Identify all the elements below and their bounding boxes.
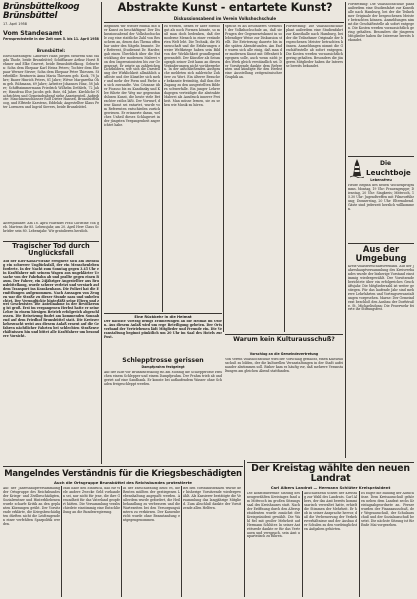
umgebung-title: Aus der Umgebung: [355, 244, 407, 263]
center-column-2: zu werden, denen er aber ebenso gut als noch Formen könnte, so muß man doch bedenken, daß der moderne Mensch in einer veränderten Welt lebt. Die Technik, die Wissenschaft und die Erfahrungen zweier Weltkriege haben sein Bild von der Wirklichkeit grundlegend gewandelt. Der Künstler als Seismograph seiner Zeit kann an diesen Veränderungen nicht vorübergehen. In der anschließenden Aussprache meldeten sich zahlreiche Zuhörer zu Wort. Ein älterer Besucher bekannte freimütig, daß ihm der Zugang zu den ausgestellten Bildern schwerfalle. Ein junger Lehrer dagegen verteidigte die abstrakte Malerei als Ausdruck innerer Freiheit. Man müsse lernen, sie zu sehen wie Musik zu hören.: [164, 25, 220, 108]
masthead-title: Brünsbüttelkoog Brünsbüttel: [3, 2, 80, 21]
middle-box1-title: Eine Rückkehr in die Heimat: [134, 315, 192, 319]
umgebung-text: Kreis-Volkswirtschaftsverband. Auf der Jahreshauptversammlung des Kreisverbandes wurde der bisherige Vorstand einstimmig wiedergewählt. Der Vorsitzende berichtete über ein erfolgreiches Geschäftsjahr. Die Mitgliederzahl ist weiter gestiegen. Für das laufende Jahr sind mehrere Lehrfahrten und Vortragsveranstaltungen vorgesehen. Marne: Der Gemeinderat beschloß den Ausbau der Dorfstraße. St. Michaelisdonn: Die Feuerwehr feierte ihr Stiftungsfest.: [348, 265, 414, 312]
bottom-left-column-2: Man habe den Eindruck, daß für viele andere Zwecke Geld vorhanden sei, nur nicht für jene, die ihre Gesundheit für das Vaterland geopfert hätten. Die Versammlung verabschiedete einstimmig eine Entschließung an die Bundesregierung.: [63, 487, 120, 514]
kreistag-column-2: Anschließend schritt der Kreistag zur Wahl des Landrats. Carl Albers, der das Amt bereits kommissarisch verwaltet hatte, erhielt die Stimmen der Mehrheit. Er hob in seiner Ansprache hervor, daß die Verbesserung der Verkehrsverhältnisse und der Ausbau der Schulen zu den vordringlichsten Aufgaben gehörten.: [304, 492, 357, 531]
center-subhead: Diskussionsabend im Verein Volkshochschule: [173, 16, 277, 21]
kreistag-column-3: Es folgte die Bildung der Ausschüsse. Dem Kreisausschuß gehören neben dem Landrat sechs Kreistagsabgeordnete an. Ferner wurden der Finanzausschuß, der Wegeausschuß, der Schulausschuß und der Sozialausschuß besetzt. Die nächste Sitzung ist für Ende Mai vorgesehen.: [361, 492, 414, 527]
center-column-3: spricht es als besonderes Verdienst der Volkshochschule an, daß sie Fragen der Gegenwartskunst in so lebendiger Weise zur Diskussion stellt. Die Erörterung dauerte bis in die späten Abendstunden. Am Ende waren sich alle einig, daß man der modernen Kunst mit Offenheit begegnen solle, auch wenn nicht jedes Werk gleich verständlich sei. Der Vorsitzende dankte dem Referenten und kündigte für den Herbst eine Ausstellung zeitgenössischer Graphik an.: [225, 25, 282, 80]
masthead-date: 17. April 1958: [3, 22, 27, 26]
leuchtboje-title-top: Die: [380, 160, 392, 167]
kreistag-column-1: Die konstituierende Sitzung des neugewählten Kreistages fand am Mittwoch im großen Sitzungssaal des Kreishauses statt. Nach der Eröffnung durch den Alterspräsidenten wurde zunächst der Kreispräsident gewählt. Die Wahl fiel mit großer Mehrheit auf Hermann Schlüter. In seiner Antrittsrede dankte er für das Vertrauen und versprach, sein Amt unparteiisch zu führen.: [247, 492, 300, 539]
leuchtboje-title: Leuchtboje: [366, 168, 411, 177]
left-headline: Tragischer Tod durch Unglücksfall: [12, 242, 90, 258]
middle-box1-text: Der nächste Vortrag bringt Erinnerungen an die Heimat im Osten. Aus diesem Anlaß wird um rege Beteiligung gebeten. Der Ortsverband der Vertriebenen lädt Mitglieder und Freunde ein. Die Veranstaltung beginnt pünktlich um 20 Uhr im Saal des Hotels zur Post.: [104, 320, 222, 339]
left-column-text-b: Altersjubilare: Am 18. April vollendet Frau Christine Voß geb. Martens ihr 85. Lebensjahr, am 20. April Herr Claus Schröder sein 80. Lebensjahr. Wir gratulieren herzlich.: [3, 222, 99, 233]
kreistag-subhead: Carl Albers Landrat — Hermann Schlüter Kreispräsident: [270, 485, 391, 490]
left-column-text-c: Auf der Kiel-Kanal-Straße ereignete sich am Dienstag ein schwerer Unglücksfall, der ein Menschenleben forderte. In der Nacht zum Sonntag gegen 3.45 Uhr ein Kraftfahrer mit seinem Wagen aus ungeklärter Ursache von der Fahrbahn ab und prallte gegen einen Baum. Der Fahrer, ein 24jähriger Angestellter aus Brunsbüttelkoog, wurde schwer verletzt und verstarb auf dem Transport ins Krankenhaus. Die Polizei hat die Ermittlungen aufgenommen. Nach Aussagen von Zeugen war die Straße zu dieser Stunde nass und unbeleuchtet. Der Verunglückte hinterläßt seine Eltern und zwei Geschwister. Die Anteilnahme in der Bevölkerung ist groß. Erst im vergangenen Herbst hatte er seine Lehre in einem hiesigen Betrieb erfolgreich abgeschlossen. Die Beisetzung findet am kommenden Sonnabend auf dem Friedhof Brunsbüttel statt. Die Kreisverkehrswacht weist aus diesem Anlaß erneut auf die Gefahren nächtlicher Fahrten bei schlechten Straßenverhältnissen hin und bittet alle Kraftfahrer um besondere Vorsicht.: [3, 260, 99, 339]
center-headline: Abstrakte Kunst - entartete Kunst?: [117, 1, 333, 14]
center-column-4: Fortsetzung: Die Volkshochschule plant außerdem eine Studienfahrt zur Kunsthalle nach Hamburg, bei der die Teilnehmer Originale der besprochenen Meister betrachten können. Anmeldungen nimmt die Geschäftsstelle ab sofort entgegen. Die Kosten werden voraussichtlich gering gehalten. Besonders die jüngeren Mitglieder haben ihr Interesse bereits bekundet.: [286, 25, 343, 68]
section-intro: Fernsprechstelle in der Zeit vom 5. bis 11. April 1958: [3, 37, 99, 41]
bottom-left-headline: Mangelndes Verständnis für die Kriegsbeschädigten: [4, 468, 242, 478]
kreistag-headline: Der Kreistag wählte den neuen Landrat: [251, 463, 410, 484]
bottom-left-column-4: Bei den Vorstandswahlen wurde der bisherige Vorsitzende wiedergewählt. Als Kassierer bestätigte die Versammlung das langjährige Mitglied. Zum Abschluß dankte der Vorsitzende allen Helfern.: [183, 487, 241, 510]
middle-box2-title: Schlepptrosse gerissen: [122, 357, 204, 364]
middle-box2-subtitle: Dampfprahm festgelegt: [141, 365, 185, 369]
place-heading: Brunsbüttel:: [36, 48, 66, 53]
bottom-left-column-3: In der Entschließung heißt es, die Renten müßten der gestiegenen Lebenshaltung angepaßt werden. Außerdem wurde gefordert, die Heilbehandlung zu verbessern und die Wartezeiten bei den Versorgungsämtern zu verkürzen. Der Kassenbericht wurde ohne Beanstandung entgegengenommen.: [123, 487, 180, 522]
leuchtboje-text: Heute Beginn des neuen Wochenprogramms. Montag, 19 Uhr: Frauengruppe; Dienstag, 20 Uhr: Singkreis; Mittwoch, 15.30 Uhr: Jugendtreffen mit Filmvorführung; Donnerstag, 20 Uhr: Elternabend. Gäste sind jederzeit herzlich willkommen.: [348, 184, 414, 211]
right-column-text-top: Fortsetzung: Die Volkshochschule plant außerdem eine Studienfahrt zur Kunsthalle nach Hamburg, bei der die Teilnehmer Originale der besprochenen Meister betrachten können. Anmeldungen nimmt die Geschäftsstelle ab sofort entgegen. Die Kosten werden voraussichtlich gering gehalten. Besonders die jüngeren Mitglieder haben ihr Interesse bereits bekundet.: [348, 3, 414, 42]
middle-box2-text: Auf der Elbe vor Brunsbüttelkoog riß am Montag die Schlepptrosse zwischen einem Schlepper und einem Dampfprahm. Der Prahm trieb ab und geriet auf eine Sandbank. Er konnte bei auflaufendem Wasser ohne Schaden freigeschleppt werden.: [104, 371, 222, 386]
center-column-1: Beginnen wir wieder einmal mit der Kunst zu beschäftigen! Der Diskussionsabend der Volkshochschule zog eine stattliche Zahl von Besuchern an, denen das Thema offenbar unter den Nägeln brannte. Der Referent, Studienrat Dr. Harder, gab einen Überblick über die Entwicklung der modernen Malerei von den Impressionisten bis zur Gegenwart. Er zeigte an zahlreichen Lichtbildern, wie sich die Darstellung der Wirklichkeit allmählich auflöste und der Künstler sich mehr und mehr der Form und Farbe an sich zuwandte. Von Cézanne über Picasso bis zu Kandinsky und Klee führte der Weg zur gegenstandslosen Kunst, die heute viele Betrachter ratlos läßt. Der Vorwurf, diese Kunst sei entartet, wurde vom Referenten entschieden zurückgewiesen. Er erinnerte daran, welches Unheil dieses Schlagwort in der jüngsten Vergangenheit angerichtet habe.: [104, 25, 160, 127]
middle-box3-text: Von Verein Volkshochschule wird der Vorschlag gemacht, einen Kulturausschuß zu bilden, der die kulturellen Veranstaltungen in der Stadt aufeinander abstimmen soll. Bisher kam es häufig vor, daß mehrere Veranstaltungen am gleichen Abend stattfanden.: [225, 358, 343, 373]
lighthouse-buoy-icon: [350, 158, 364, 178]
bottom-left-column-1: Auf der Jahreshauptversammlung der Ortsgruppe des Reichsbundes der Kriegs- und Zivilbeschädigten, Sozialrentner und Hinterbliebenen wurde scharfe Kritik an den geplanten Kürzungen geübt. Der Vorsitzende erklärte, die Kriegsbeschädigten dürften nicht die Leidtragenden einer verfehlten Sparpolitik werden.: [3, 487, 60, 526]
middle-box3-subtitle: Vorschlag an die Gemeindevertretung: [249, 352, 319, 356]
left-column-text-a: Eheschließungen: Landwirt Hans Jürgen Mehrens und Magda Thode, beide Brunsbüttel; Schiffbauer Arthur Horst Rehmer und Elke Gravert, beide Brunsbüttelkoog. Geburten: Sohn dem Ehepaar Karl Heinz Peters; Tochter dem Ehepaar Werner Struve; Sohn dem Ehepaar Peter Thiessen. Sterbefälle: Rentnerin Anna Maria Thiessen geb. Kock, 78 Jahre; Bauer Hinrich Peters, 81 Jahre; Witwe Margaretha Ohm geb. Rühmann, 69 Jahre; Arbeiter Johannes Hinz, 58 Jahre; Schiffszimmermann Friedrich Wilhelm Dethlefs, 72 Jahre; Hausfrau Else Jacobs geb. Boie, 64 Jahre. Kirchliche Nachrichten und Gemeindeabend siehe Anzeigenteil. Aufgebote: Maschinenschlosser Rolf Dieter Hansen, Brunsbüttelkoog, und Elfriede Karstens, Eddelak; Angestellter Klaus Peter Lorenzen und Ingrid Sievers, beide Brunsbüttel.: [3, 55, 99, 110]
leuchtboje-subtitle: Lebensfreu: [370, 178, 392, 182]
section-heading: Vom Standesamt: [3, 30, 63, 37]
bottom-left-subhead: Auch die Ortsgruppe Brunsbüttel des Reichsbundes protestierte: [53, 480, 192, 485]
middle-box3-title: Warum kein Kulturausschuß?: [233, 336, 335, 343]
